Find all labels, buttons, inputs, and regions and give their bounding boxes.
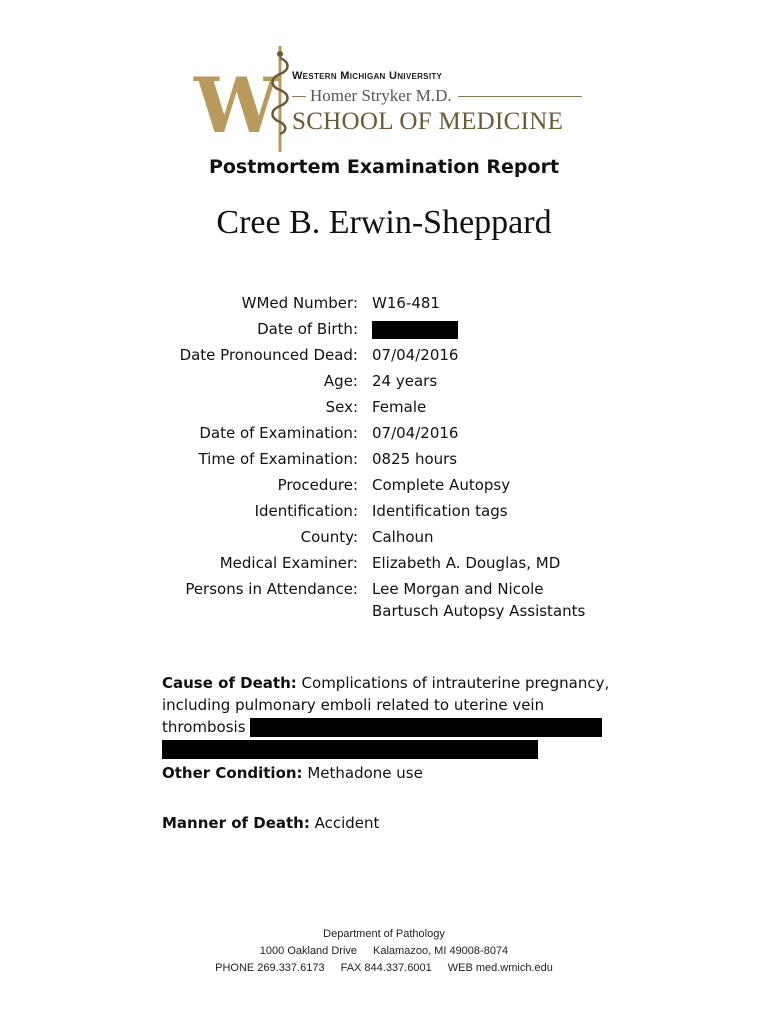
detail-row-county	[0, 524, 768, 550]
footer-phone: PHONE 269.337.6173	[215, 962, 325, 974]
footer-fax: FAX 844.337.6001	[340, 962, 432, 974]
detail-row-time-of-examination	[0, 446, 768, 472]
detail-value: 07/04/2016	[372, 424, 459, 442]
detail-row-date-pronounced-dead	[0, 342, 768, 368]
redaction-bar	[250, 718, 602, 737]
detail-row-persons-in-attendance	[0, 576, 768, 622]
detail-row-identification	[0, 498, 768, 524]
report-title: Postmortem Examination Report	[208, 156, 560, 178]
detail-value: W16-481	[372, 294, 440, 312]
detail-value: Calhoun	[372, 528, 434, 546]
detail-value: 24 years	[372, 372, 438, 390]
cause-text: Complications of intrauterine pregnancy, including pulmonary emboli related to uterine vein thrombosis	[162, 674, 610, 736]
footer	[0, 926, 768, 977]
footer-city: Kalamazoo, MI 49008-8074	[373, 945, 509, 957]
detail-value: Identification tags	[372, 502, 508, 520]
person-name: Cree B. Erwin-Sheppard	[216, 204, 552, 241]
detail-label: Persons in Attendance:	[185, 580, 358, 598]
manner-of-death	[162, 814, 379, 832]
other-condition-text: Methadone use	[302, 764, 423, 782]
other-condition-label: Other Condition:	[162, 764, 303, 782]
redaction-box	[372, 321, 458, 339]
cause-label: Cause of Death:	[162, 674, 297, 692]
footer-web: WEB med.wmich.edu	[447, 962, 553, 974]
detail-value-line1: Lee Morgan and Nicole	[372, 580, 544, 598]
footer-department: Department of Pathology	[323, 928, 445, 940]
detail-value: Complete Autopsy	[372, 476, 511, 494]
logo-text	[292, 70, 582, 136]
detail-row-sex	[0, 394, 768, 420]
detail-row-wmed-number	[0, 290, 768, 316]
detail-label: Time of Examination:	[198, 450, 358, 468]
logo-school-of-medicine: SCHOOL OF MEDICINE	[292, 108, 564, 135]
detail-value: 07/04/2016	[372, 346, 459, 364]
detail-label: Date of Birth:	[257, 320, 358, 338]
detail-label: Date of Examination:	[199, 424, 358, 442]
detail-value: Female	[372, 398, 427, 416]
detail-label: Medical Examiner:	[219, 554, 358, 572]
details-list	[0, 290, 768, 622]
detail-label: Age:	[323, 372, 358, 390]
detail-label: County:	[300, 528, 358, 546]
manner-label: Manner of Death:	[162, 814, 310, 832]
detail-row-date-of-birth	[0, 316, 768, 342]
manner-text: Accident	[309, 814, 380, 832]
detail-label: Procedure:	[277, 476, 358, 494]
other-condition	[162, 764, 423, 782]
logo-university: Western Michigan University	[292, 70, 443, 82]
detail-row-procedure	[0, 472, 768, 498]
detail-label: WMed Number:	[241, 294, 358, 312]
redaction-bar	[162, 740, 538, 759]
logo-homer-stryker: Homer Stryker M.D.	[310, 86, 452, 105]
detail-value: 0825 hours	[372, 450, 458, 468]
detail-label: Sex:	[325, 398, 358, 416]
detail-row-medical-examiner	[0, 550, 768, 576]
detail-row-age	[0, 368, 768, 394]
cause-of-death	[162, 672, 612, 760]
footer-address: 1000 Oakland Drive	[259, 945, 358, 957]
detail-value-line2: Bartusch Autopsy Assistants	[372, 602, 586, 620]
detail-value: Elizabeth A. Douglas, MD	[372, 554, 561, 572]
detail-label: Identification:	[254, 502, 358, 520]
detail-label: Date Pronounced Dead:	[179, 346, 358, 364]
caduceus-icon	[268, 44, 292, 154]
school-logo	[194, 44, 584, 154]
detail-row-date-of-examination	[0, 420, 768, 446]
logo-w-letter: W	[194, 61, 278, 150]
